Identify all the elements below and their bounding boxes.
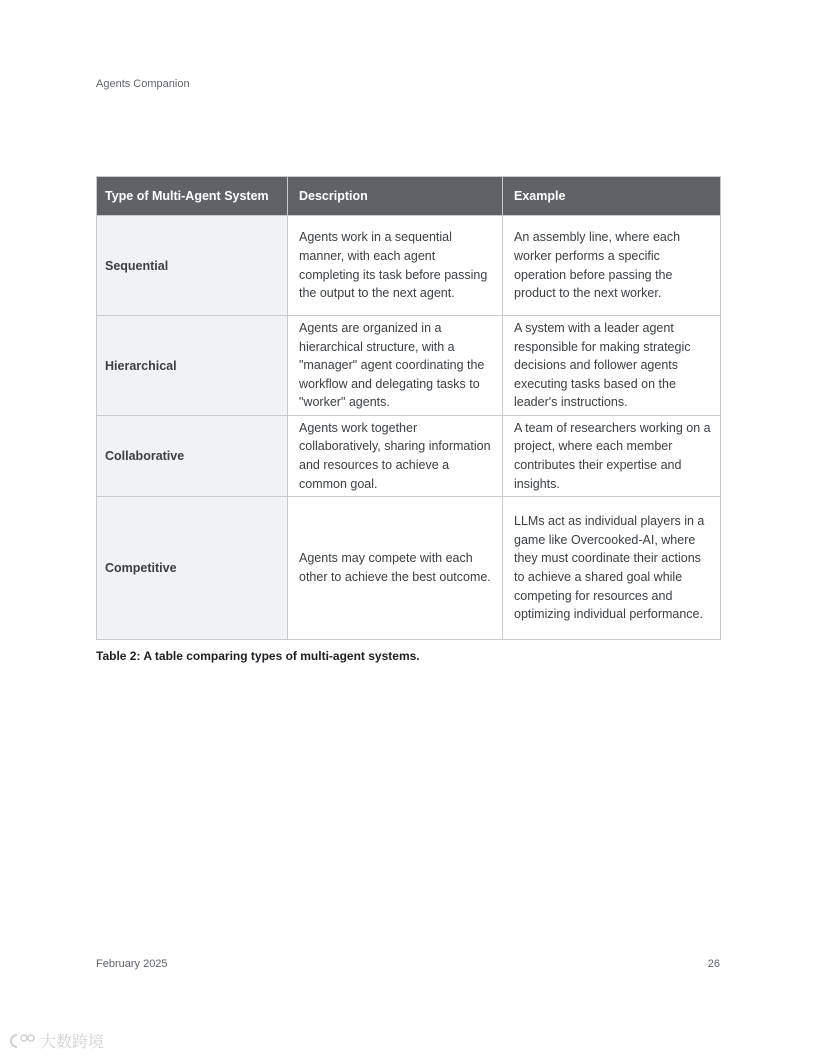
- footer-date: February 2025: [96, 958, 168, 970]
- table-row: [97, 316, 721, 416]
- description-cell: Agents work together collaboratively, sharing information and resources to achieve a common goal.: [288, 416, 503, 497]
- watermark-text: 大数跨境: [40, 1034, 105, 1051]
- table-caption: Table 2: A table comparing types of multi-agent systems.: [96, 649, 420, 663]
- example-cell: A team of researchers working on a project, where each member contributes their expertise and insights.: [503, 416, 721, 497]
- example-cell: An assembly line, where each worker performs a specific operation before passing the product to the next worker.: [503, 216, 721, 316]
- description-cell: Agents may compete with each other to achieve the best outcome.: [288, 497, 503, 640]
- type-cell: Competitive: [97, 497, 288, 640]
- table-header-row: [97, 177, 721, 216]
- column-header-example: Example: [503, 177, 721, 216]
- watermark-logo-icon: [8, 1032, 38, 1050]
- column-header-description: Description: [288, 177, 503, 216]
- type-cell: Hierarchical: [97, 316, 288, 416]
- type-cell: Sequential: [97, 216, 288, 316]
- description-cell: Agents work in a sequential manner, with each agent completing its task before passing the output to the next agent.: [288, 216, 503, 316]
- type-cell: Collaborative: [97, 416, 288, 497]
- example-cell: A system with a leader agent responsible for making strategic decisions and follower agents executing tasks based on the leader's instructions.: [503, 316, 721, 416]
- page-number: 26: [707, 958, 720, 970]
- multi-agent-types-table: [96, 176, 721, 640]
- column-header-type: Type of Multi-Agent System: [97, 177, 288, 216]
- description-cell: Agents are organized in a hierarchical structure, with a "manager" agent coordinating the workflow and delegating tasks to "worker" agents.: [288, 316, 503, 416]
- watermark: [8, 1029, 104, 1052]
- table-row: [97, 416, 721, 497]
- example-cell: LLMs act as individual players in a game like Overcooked-AI, where they must coordinate their actions to achieve a shared goal while competing for resources and optimizing individual performance.: [503, 497, 721, 640]
- table-row: [97, 216, 721, 316]
- running-header: Agents Companion: [96, 78, 190, 90]
- table-row: [97, 497, 721, 640]
